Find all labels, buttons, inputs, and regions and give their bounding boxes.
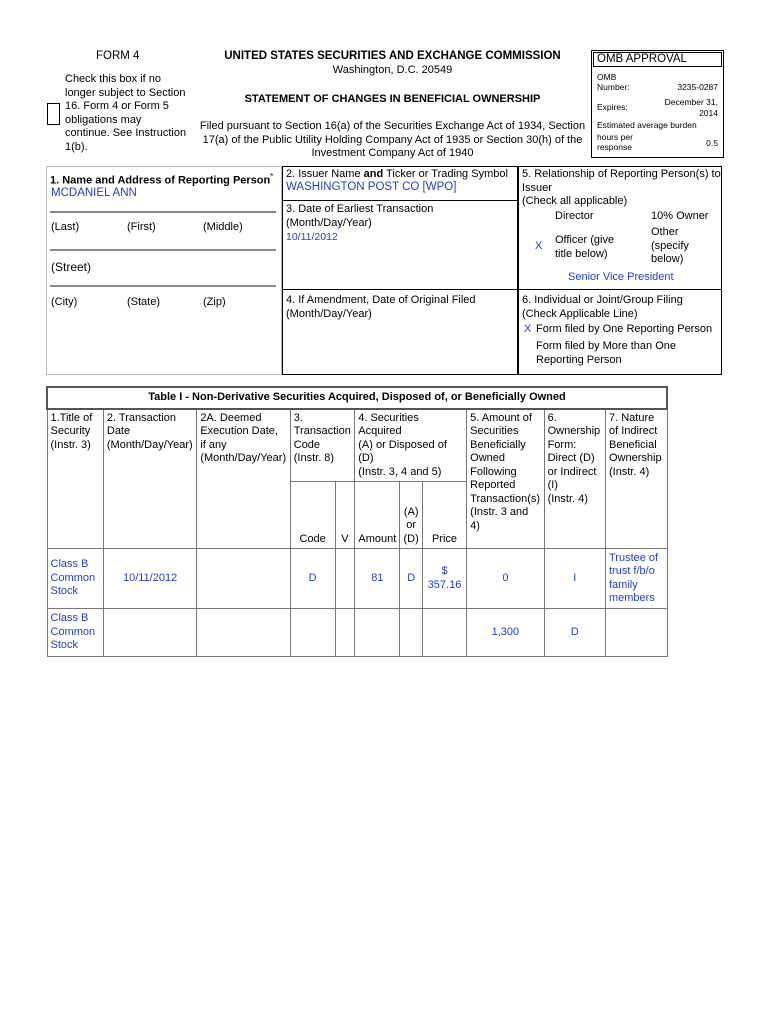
zip-label: (Zip) (203, 296, 226, 308)
agency-location: Washington, D.C. 20549 (332, 64, 453, 76)
burden-label: Estimated average burden (597, 120, 697, 130)
omb-number-value: 3235-0287 (677, 82, 718, 92)
row-amount-owned: 0 (467, 549, 544, 609)
row-security-title: Class B Common Stock (47, 609, 103, 657)
row-deemed-date (197, 609, 290, 657)
other-option[interactable]: Other (specify below) (651, 226, 689, 265)
expires-label: Expires: (597, 102, 628, 112)
row-security-title: Class B Common Stock (47, 549, 103, 609)
row-a-or-d: D (400, 549, 422, 609)
col-header-amount-owned: 5. Amount of Securities Beneficially Owned Following Reported Transaction(s) (Instr. 3 and 4) (467, 409, 544, 549)
issuer-value: WASHINGTON POST CO [WPO] (286, 181, 457, 193)
director-option[interactable]: Director (555, 210, 594, 222)
row-deemed-date (197, 549, 290, 609)
omb-number-label: OMB Number: (597, 72, 630, 92)
state-label: (State) (127, 296, 161, 308)
row-v (335, 549, 355, 609)
issuer-label: 2. Issuer Name and Ticker or Trading Symbol (286, 168, 508, 180)
row-transaction-date: 10/11/2012 (103, 549, 196, 609)
city-divider (50, 285, 276, 287)
one-person-option[interactable]: Form filed by One Reporting Person (536, 323, 713, 335)
expires-value: December 31, 2014 (664, 97, 718, 118)
form-number: FORM 4 (96, 50, 140, 62)
table-row (47, 609, 667, 657)
col-header-transaction-date: 2. Transaction Date (Month/Day/Year) (103, 409, 196, 549)
one-person-checkmark: X (524, 323, 532, 335)
amendment-label: 4. If Amendment, Date of Original Filed (Month/Day/Year) (286, 294, 476, 320)
row-a-or-d (400, 609, 422, 657)
officer-option[interactable]: Officer (give title below) (555, 234, 615, 260)
col-header-deemed-date: 2A. Deemed Execution Date, if any (Month/Day/Year) (197, 409, 290, 549)
check-box-instruction: Check this box if no longer subject to Section 16. Form 4 or Form 5 obligations may continue. See Instruction 1(b). (65, 73, 187, 153)
agency-title: UNITED STATES SECURITIES AND EXCHANGE COMMISSION (224, 50, 561, 62)
row-v (335, 609, 355, 657)
hours-label: hours per response (597, 132, 633, 152)
street-label: (Street) (51, 260, 92, 274)
hours-value: 0.5 (706, 138, 718, 148)
sub-header-price: Price (422, 482, 466, 549)
col-header-securities-acquired: 4. Securities Acquired (A) or Disposed of (D) (Instr. 3, 4 and 5) (355, 409, 467, 482)
officer-title: Senior Vice President (568, 271, 674, 283)
row-nature (605, 609, 667, 657)
filing-label: 6. Individual or Joint/Group Filing (Check Applicable Line) (522, 294, 683, 320)
row-transaction-date (103, 609, 196, 657)
earliest-transaction-label: 3. Date of Earliest Transaction (Month/Day/Year) (286, 203, 434, 229)
ten-percent-owner-option[interactable]: 10% Owner (651, 210, 709, 222)
no-longer-subject-checkbox[interactable] (47, 103, 60, 125)
first-name-label: (First) (127, 221, 156, 233)
col-header-title: 1.Title of Security (Instr. 3) (47, 409, 103, 549)
row-code (290, 609, 335, 657)
col-header-nature: 7. Nature of Indirect Beneficial Ownership (Instr. 4) (605, 409, 667, 549)
row-ownership-form: I (544, 549, 605, 609)
statement-title: STATEMENT OF CHANGES IN BENEFICIAL OWNERSHIP (244, 93, 541, 105)
row-amount (355, 609, 400, 657)
sub-header-a-or-d: (A) or (D) (400, 482, 422, 549)
row-ownership-form: D (544, 609, 605, 657)
omb-approval-title: OMB APPROVAL (593, 52, 722, 67)
row-amount: 81 (355, 549, 400, 609)
reporting-person-name: MCDANIEL ANN (51, 187, 137, 199)
table-non-derivative (46, 386, 668, 657)
table-title: Table I - Non-Derivative Securities Acquired, Disposed of, or Beneficially Owned (47, 387, 667, 409)
city-label: (City) (51, 296, 78, 308)
row-price (422, 609, 466, 657)
sub-header-v: V (335, 482, 355, 549)
sub-header-code: Code (290, 482, 335, 549)
officer-checkmark: X (535, 240, 543, 252)
filed-pursuant-text: Filed pursuant to Section 16(a) of the Securities Exchange Act of 1934, Section 17(a) of the Public Utility Holding Company Act of 1935 or Section 30(h) of the Investment Company Act of 1940 (199, 120, 586, 159)
middle-name-label: (Middle) (203, 221, 243, 233)
row-amount-owned: 1,300 (467, 609, 544, 657)
col-header-transaction-code: 3. Transaction Code (Instr. 8) (290, 409, 354, 482)
row-price: $ 357.16 (422, 549, 466, 609)
sub-header-amount: Amount (355, 482, 400, 549)
relationship-label: 5. Relationship of Reporting Person(s) to Issuer (Check all applicable) (522, 168, 721, 207)
col-header-ownership-form: 6. Ownership Form: Direct (D) or Indirect (I) (Instr. 4) (544, 409, 605, 549)
row-code: D (290, 549, 335, 609)
reporting-person-label: 1. Name and Address of Reporting Person* (50, 172, 274, 187)
earliest-transaction-date: 10/11/2012 (286, 231, 338, 243)
name-divider (50, 211, 276, 213)
more-persons-option[interactable]: Form filed by More than One Reporting Person (536, 340, 677, 366)
last-name-label: (Last) (51, 221, 80, 233)
omb-approval-box (591, 50, 724, 158)
row-nature: Trustee of trust f/b/o family members (605, 549, 667, 609)
street-divider (50, 249, 276, 251)
table-row (47, 549, 667, 609)
